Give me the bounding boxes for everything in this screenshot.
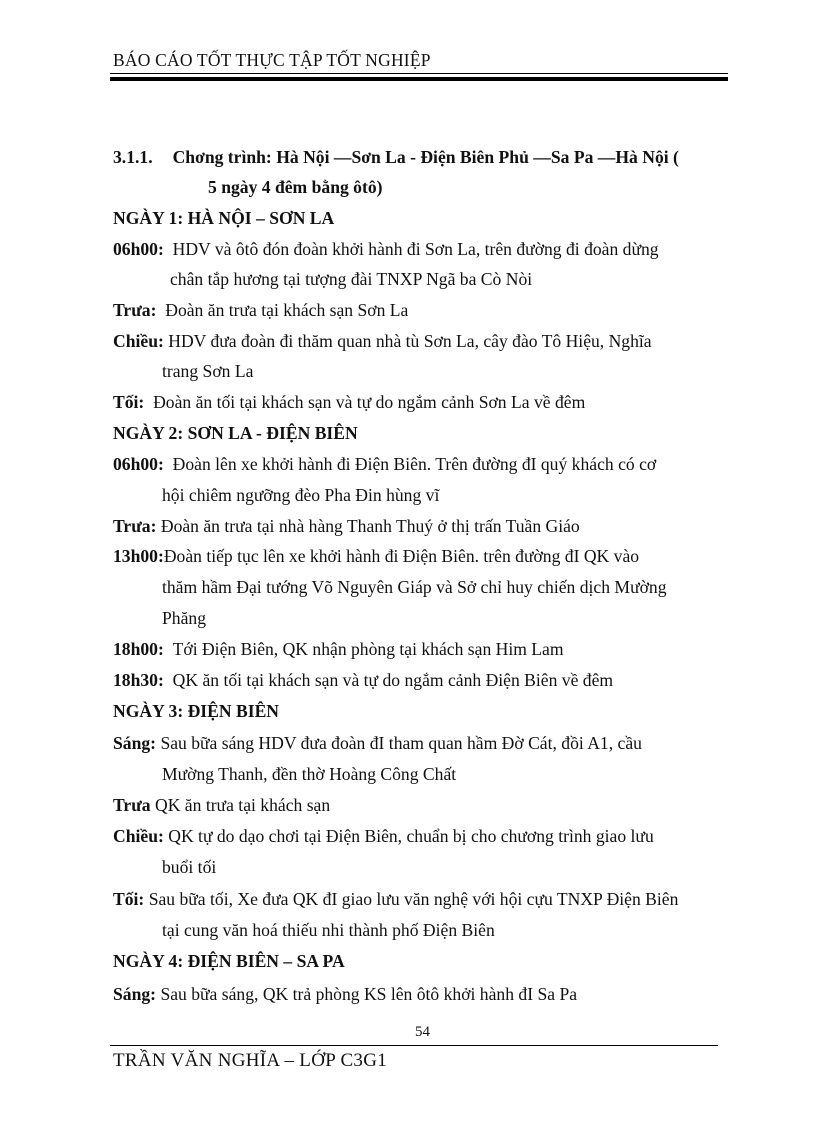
entry-time-label: Trưa: <box>113 516 157 536</box>
entry-text-cont: chân tắp hương tại tượng đài TNXP Ngã ba Cò Nòi <box>170 269 533 289</box>
entry-text-cont: thăm hầm Đại tướng Võ Nguyên Giáp và Sở chỉ huy chiến dịch Mường <box>162 577 667 597</box>
itinerary-entry <box>113 453 656 475</box>
entry-text-cont: hội chiêm ngưỡng đèo Pha Đin hùng vĩ <box>162 485 440 505</box>
entry-time-label: 06h00: <box>113 454 164 474</box>
itinerary-entry <box>113 794 330 816</box>
entry-text: QK ăn trưa tại khách sạn <box>155 795 331 815</box>
entry-text: Đoàn tiếp tục lên xe khởi hành đi Điện Biên. trên đường đI QK vào <box>163 546 640 566</box>
entry-text-cont: Mường Thanh, đền thờ Hoàng Công Chất <box>162 764 457 784</box>
day-heading: NGÀY 2: SƠN LA - ĐIỆN BIÊN <box>113 423 358 443</box>
section-title <box>113 146 679 168</box>
entry-time-label: 18h30: <box>113 670 164 690</box>
itinerary-entry <box>113 545 639 567</box>
entry-time-label: 18h00: <box>113 639 164 659</box>
entry-time-label: 13h00: <box>113 546 164 566</box>
itinerary-entry <box>113 983 577 1005</box>
itinerary-entry <box>113 669 613 691</box>
entry-text: QK ăn tối tại khách sạn và tự do ngắm cảnh Điện Biên về đêm <box>172 670 614 690</box>
itinerary-entry <box>113 888 678 910</box>
footer-rule <box>110 1045 718 1046</box>
entry-text-cont: tại cung văn hoá thiếu nhi thành phố Điện Biên <box>162 920 495 940</box>
header-rule-thin <box>110 73 728 74</box>
entry-time-label: Trưa: <box>113 300 157 320</box>
entry-text-cont: Phăng <box>162 608 206 628</box>
itinerary-entry <box>113 732 642 754</box>
entry-time-label: Chiều: <box>113 331 164 351</box>
itinerary-entry <box>113 330 652 352</box>
day-heading: NGÀY 3: ĐIỆN BIÊN <box>113 701 280 721</box>
entry-text: Sau bữa sáng, QK trả phòng KS lên ôtô khởi hành đI Sa Pa <box>160 984 578 1004</box>
entry-text: Sau bữa tối, Xe đưa QK đI giao lưu văn nghệ với hội cựu TNXP Điện Biên <box>148 889 679 909</box>
entry-text-cont: trang Sơn La <box>162 361 254 381</box>
day-heading: NGÀY 4: ĐIỆN BIÊN – SA PA <box>113 951 345 971</box>
entry-text: Đoàn ăn tối tại khách sạn và tự do ngắm cảnh Sơn La về đêm <box>153 392 586 412</box>
entry-text: Tới Điện Biên, QK nhận phòng tại khách sạn Him Lam <box>172 639 564 659</box>
entry-text: HDV đưa đoàn đi thăm quan nhà tù Sơn La, cây đào Tô Hiệu, Nghĩa <box>168 331 652 351</box>
entry-text-cont: buổi tối <box>162 857 217 877</box>
itinerary-entry <box>113 238 659 260</box>
entry-text: QK tự do dạo chơi tại Điện Biên, chuẩn bị cho chương trình giao lưu <box>168 826 654 846</box>
entry-time-label: Tối: <box>113 889 145 909</box>
entry-time-label: Tối: <box>113 392 145 412</box>
page-number: 54 <box>415 1024 430 1040</box>
entry-text: Sau bữa sáng HDV đưa đoàn đI tham quan hầm Đờ Cát, đồi A1, cầu <box>160 733 642 753</box>
entry-time-label: 06h00: <box>113 239 164 259</box>
section-number: 3.1.1. <box>113 147 153 167</box>
entry-text: Đoàn ăn trưa tại khách sạn Sơn La <box>165 300 409 320</box>
document-footer: TRẦN VĂN NGHĨA – LỚP C3G1 <box>113 1050 388 1071</box>
itinerary-entry <box>113 391 585 413</box>
entry-text: Đoàn ăn trưa tại nhà hàng Thanh Thuý ở thị trấn Tuần Giáo <box>160 516 580 536</box>
entry-time-label: Sáng: <box>113 733 157 753</box>
itinerary-entry <box>113 825 654 847</box>
day-heading: NGÀY 1: HÀ NỘI – SƠN LA <box>113 208 335 228</box>
header-rule-thick <box>110 77 728 81</box>
itinerary-entry <box>113 299 408 321</box>
section-title-line1: Chơng trình: Hà Nội —Sơn La - Điện Biên Phủ —Sa Pa —Hà Nội ( <box>172 147 679 167</box>
entry-time-label: Trưa <box>113 795 151 815</box>
itinerary-entry <box>113 638 564 660</box>
entry-text: Đoàn lên xe khởi hành đi Điện Biên. Trên đường đI quý khách có cơ <box>172 454 657 474</box>
document-header: BÁO CÁO TỐT THỰC TẬP TỐT NGHIỆP <box>113 50 431 70</box>
itinerary-entry <box>113 515 580 537</box>
section-title-line2: 5 ngày 4 đêm bằng ôtô) <box>208 177 383 197</box>
entry-time-label: Sáng: <box>113 984 157 1004</box>
entry-time-label: Chiều: <box>113 826 164 846</box>
entry-text: HDV và ôtô đón đoàn khởi hành đi Sơn La, trên đường đi đoàn dừng <box>172 239 659 259</box>
